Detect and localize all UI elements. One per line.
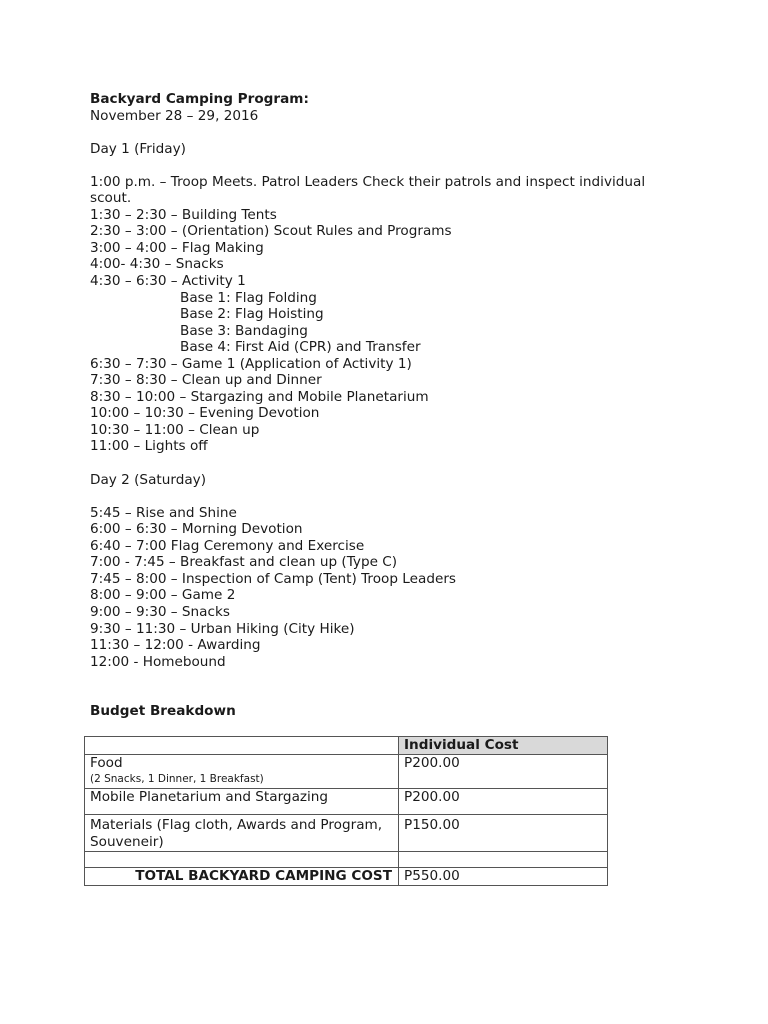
table-cell-item: Mobile Planetarium and Stargazing (85, 789, 399, 815)
schedule-item: 2:30 – 3:00 – (Orientation) Scout Rules and Programs (90, 223, 452, 240)
schedule-item: 11:00 – Lights off (90, 438, 208, 455)
table-row (85, 815, 608, 852)
activity-base: Base 2: Flag Hoisting (180, 306, 324, 323)
schedule-item: 3:00 – 4:00 – Flag Making (90, 239, 264, 256)
day1-heading: Day 1 (Friday) (90, 140, 186, 157)
table-cell-cost: P200.00 (399, 789, 608, 815)
program-dates: November 28 – 29, 2016 (90, 107, 259, 124)
schedule-item: 8:30 – 10:00 – Stargazing and Mobile Planetarium (90, 388, 429, 405)
budget-table (84, 736, 608, 886)
spacer (90, 157, 690, 174)
table-header-row (85, 737, 608, 755)
total-value: P550.00 (399, 868, 608, 886)
total-label: TOTAL BACKYARD CAMPING COST (85, 868, 399, 886)
schedule-item: 7:30 – 8:30 – Clean up and Dinner (90, 372, 322, 389)
day1-intro: 1:00 p.m. – Troop Meets. Patrol Leaders Check their patrols and inspect individual scout. (90, 173, 646, 207)
table-cell-empty (85, 852, 399, 868)
table-row (85, 789, 608, 815)
schedule-item: 10:00 – 10:30 – Evening Devotion (90, 405, 320, 422)
schedule-item: 4:00- 4:30 – Snacks (90, 256, 224, 273)
table-cell-item (85, 755, 399, 789)
schedule-item: 9:30 – 11:30 – Urban Hiking (City Hike) (90, 620, 355, 637)
schedule-item: 6:00 – 6:30 – Morning Devotion (90, 521, 303, 538)
schedule-item: 6:30 – 7:30 – Game 1 (Application of Activity 1) (90, 355, 412, 372)
table-total-row (85, 868, 608, 886)
program-text (90, 91, 690, 670)
schedule-item: 8:00 – 9:00 – Game 2 (90, 587, 236, 604)
activity-base: Base 4: First Aid (CPR) and Transfer (180, 339, 421, 356)
day2-heading: Day 2 (Saturday) (90, 471, 206, 488)
table-cell-cost: P200.00 (399, 755, 608, 789)
schedule-item: 6:40 – 7:00 Flag Ceremony and Exercise (90, 537, 365, 554)
schedule-item: 1:30 – 2:30 – Building Tents (90, 206, 277, 223)
schedule-item: 7:00 - 7:45 – Breakfast and clean up (Type C) (90, 554, 398, 571)
schedule-item: 7:45 – 8:00 – Inspection of Camp (Tent) Troop Leaders (90, 570, 457, 587)
table-cell-empty (399, 852, 608, 868)
spacer (90, 124, 690, 141)
table-cell-empty (85, 737, 399, 755)
table-row-empty (85, 852, 608, 868)
activity-base: Base 3: Bandaging (180, 322, 308, 339)
item-name: Food (90, 755, 123, 771)
program-title: Backyard Camping Program: (90, 91, 309, 107)
table-cell-item: Materials (Flag cloth, Awards and Program, Souveneir) (85, 815, 399, 852)
schedule-item: 10:30 – 11:00 – Clean up (90, 421, 260, 438)
table-cell-cost: P150.00 (399, 815, 608, 852)
item-note: (2 Snacks, 1 Dinner, 1 Breakfast) (90, 773, 264, 785)
budget-title: Budget Breakdown (90, 703, 236, 719)
table-row (85, 755, 608, 789)
column-header-individual-cost: Individual Cost (399, 737, 608, 755)
schedule-item: 5:45 – Rise and Shine (90, 504, 237, 521)
activity-base: Base 1: Flag Folding (180, 289, 317, 306)
schedule-item: 11:30 – 12:00 - Awarding (90, 637, 261, 654)
schedule-item: 4:30 – 6:30 – Activity 1 (90, 273, 246, 290)
spacer (90, 488, 690, 505)
schedule-item: 12:00 - Homebound (90, 653, 226, 670)
schedule-item: 9:00 – 9:30 – Snacks (90, 603, 230, 620)
spacer (90, 455, 690, 472)
